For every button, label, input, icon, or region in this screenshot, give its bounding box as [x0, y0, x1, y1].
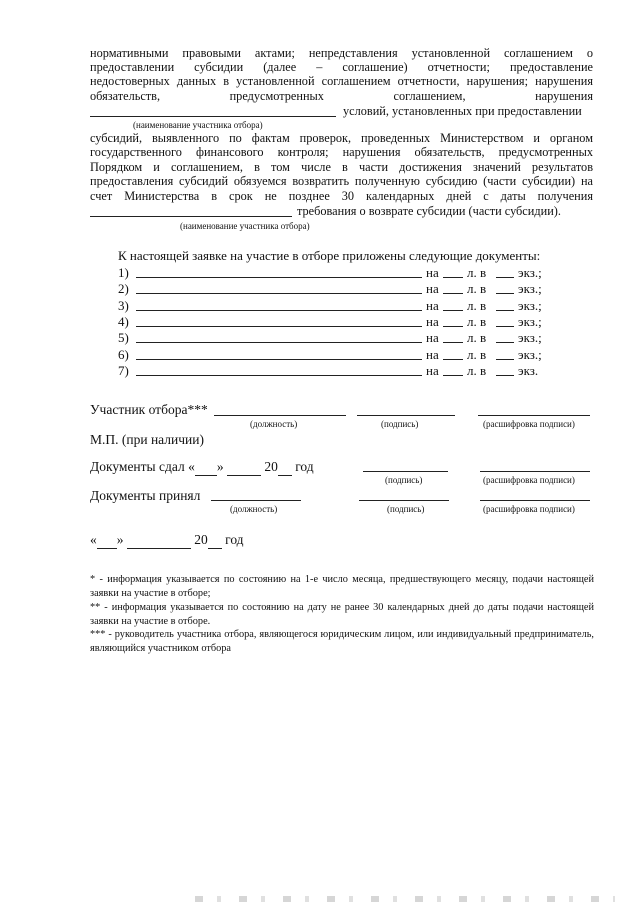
- copies-blank[interactable]: [496, 359, 514, 360]
- row-pages-label: л. в: [467, 313, 487, 329]
- field-caption: (подпись): [381, 419, 419, 429]
- day-blank[interactable]: [97, 532, 117, 549]
- year-blank[interactable]: [278, 459, 292, 476]
- field-caption: (должность): [250, 419, 298, 429]
- paragraph-line: предоставления субсидий обязуемся возвратить полученную субсидию (части субсидии) на: [90, 174, 593, 188]
- document-name-blank[interactable]: [136, 342, 422, 343]
- row-copies-label: экз.;: [518, 346, 542, 362]
- row-copies-label: экз.;: [518, 297, 542, 313]
- row-number: 7): [118, 362, 129, 378]
- signature-line[interactable]: [359, 500, 449, 501]
- row-na-label: на: [426, 330, 439, 346]
- row-number: 4): [118, 313, 129, 329]
- row-copies-label: экз.;: [518, 281, 542, 297]
- row-pages-label: л. в: [467, 330, 487, 346]
- footnote-1: * - информация указывается по состоянию на 1-е число месяца, предшествующего месяцу, подачи настоящей заявки на участие в отборе;: [90, 574, 594, 599]
- month-blank[interactable]: [127, 532, 191, 549]
- field-caption: (расшифровка подписи): [483, 504, 575, 514]
- scan-artifact: [195, 896, 615, 902]
- copies-blank[interactable]: [496, 375, 514, 376]
- footnote-3: *** - руководитель участника отбора, являющегося юридическим лицом, или индивидуальный предприниматель, являющийся участником отбора: [90, 629, 594, 654]
- participant-label: Участник отбора***: [90, 402, 208, 417]
- field-caption: (наименование участника отбора): [133, 120, 263, 130]
- row-number: 2): [118, 281, 129, 297]
- attachments-intro: К настоящей заявке на участие в отборе приложены следующие документы:: [118, 248, 541, 263]
- field-caption: (расшифровка подписи): [483, 419, 575, 429]
- row-pages-label: л. в: [467, 265, 487, 280]
- paragraph-line: счет Министерства в срок не позднее 30 календарных дней с даты получения: [90, 189, 593, 203]
- decoding-line[interactable]: [480, 471, 590, 472]
- signature-line[interactable]: [363, 471, 448, 472]
- row-pages-label: л. в: [467, 346, 487, 362]
- row-copies-label: экз.: [518, 362, 539, 378]
- row-na-label: на: [426, 362, 439, 378]
- row-copies-label: экз.;: [518, 265, 542, 280]
- date-line: « » 20 год: [90, 532, 244, 547]
- paragraph-line: предоставлении субсидии (далее – соглашение) отчетности; предоставление: [90, 60, 593, 74]
- blank-line: [90, 116, 336, 117]
- copies-blank[interactable]: [496, 326, 514, 327]
- document-name-blank[interactable]: [136, 277, 422, 278]
- row-na-label: на: [426, 346, 439, 362]
- paragraph-line: нормативными правовыми актами; непредставления установленной соглашением о: [90, 46, 593, 60]
- position-line[interactable]: [214, 415, 346, 416]
- row-copies-label: экз.;: [518, 330, 542, 346]
- field-caption: (подпись): [385, 475, 423, 485]
- submitted-label: Документы сдал « » 20 год: [90, 459, 314, 474]
- row-pages-label: л. в: [467, 297, 487, 313]
- field-caption: (должность): [230, 504, 278, 514]
- signature-line[interactable]: [357, 415, 455, 416]
- stamp-label: М.П. (при наличии): [90, 432, 204, 447]
- paragraph-line: требования о возврате субсидии (части субсидии).: [297, 204, 561, 218]
- document-name-blank[interactable]: [136, 359, 422, 360]
- accepted-label: Документы принял: [90, 488, 201, 503]
- document-name-blank[interactable]: [136, 310, 422, 311]
- copies-blank[interactable]: [496, 277, 514, 278]
- field-caption: (расшифровка подписи): [483, 475, 575, 485]
- decoding-line[interactable]: [478, 415, 590, 416]
- day-blank[interactable]: [195, 459, 217, 476]
- pages-blank[interactable]: [443, 277, 463, 278]
- pages-blank[interactable]: [443, 342, 463, 343]
- document-name-blank[interactable]: [136, 326, 422, 327]
- row-na-label: на: [426, 313, 439, 329]
- paragraph-line: Порядком и соглашением, в том числе в части достижения значений результатов: [90, 160, 593, 174]
- row-pages-label: л. в: [467, 281, 487, 297]
- document-name-blank[interactable]: [136, 293, 422, 294]
- row-number: 6): [118, 346, 129, 362]
- row-na-label: на: [426, 265, 439, 280]
- pages-blank[interactable]: [443, 310, 463, 311]
- pages-blank[interactable]: [443, 359, 463, 360]
- position-line[interactable]: [211, 500, 301, 501]
- pages-blank[interactable]: [443, 375, 463, 376]
- pages-blank[interactable]: [443, 326, 463, 327]
- row-number: 3): [118, 297, 129, 313]
- copies-blank[interactable]: [496, 310, 514, 311]
- decoding-line[interactable]: [480, 500, 590, 501]
- paragraph-line: обязательств, предусмотренных соглашением, нарушения: [90, 89, 593, 103]
- paragraph-line: условий, установленных при предоставлении: [343, 104, 582, 118]
- paragraph-line: государственного финансового контроля; нарушения обязательств, предусмотренных: [90, 145, 593, 159]
- row-na-label: на: [426, 297, 439, 313]
- row-number: 5): [118, 330, 129, 346]
- row-na-label: на: [426, 281, 439, 297]
- document-name-blank[interactable]: [136, 375, 422, 376]
- year-blank[interactable]: [208, 532, 222, 549]
- footnote-2: ** - информация указывается по состоянию на дату не ранее 30 календарных дней до даты подачи настоящей заявки на участие в отборе.: [90, 602, 594, 627]
- copies-blank[interactable]: [496, 342, 514, 343]
- blank-line: [90, 216, 292, 217]
- paragraph-line: субсидий, выявленного по фактам проверок, проведенных Министерством и органом: [90, 131, 593, 145]
- field-caption: (наименование участника отбора): [180, 221, 310, 231]
- field-caption: (подпись): [387, 504, 425, 514]
- row-copies-label: экз.;: [518, 313, 542, 329]
- pages-blank[interactable]: [443, 293, 463, 294]
- row-pages-label: л. в: [467, 362, 487, 378]
- row-number: 1): [118, 265, 129, 280]
- month-blank[interactable]: [227, 459, 261, 476]
- paragraph-line: недостоверных данных в установленной соглашением отчетности, нарушения; нарушения: [90, 74, 593, 88]
- copies-blank[interactable]: [496, 293, 514, 294]
